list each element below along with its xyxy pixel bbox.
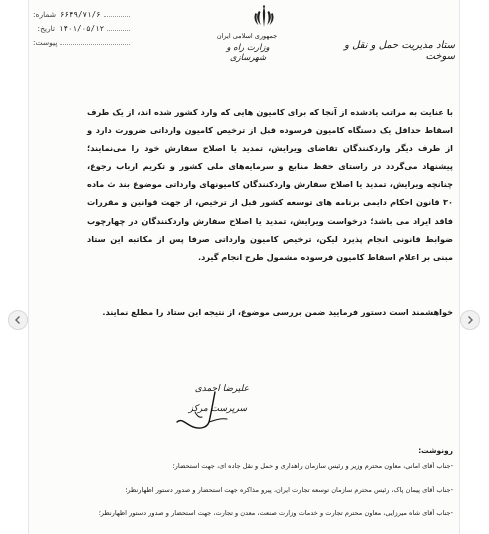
meta-date: ۱۴۰۱/۰۵/۱۲ تاریخ:	[33, 24, 133, 38]
chevron-left-icon	[13, 315, 23, 325]
handwritten-signature	[169, 388, 229, 434]
ministry-label: وزارت راه و شهرسازی	[226, 43, 270, 63]
letter-page	[28, 0, 460, 534]
copies-heading: رونوشت:	[418, 446, 453, 455]
letter-closing: خواهشمند است دستور فرمایید ضمن بررسی موضوع، از نتیجه این ستاد را مطلع نمایند.	[102, 307, 453, 317]
previous-page-button[interactable]	[8, 310, 28, 330]
copy-recipient: -جناب آقای شاه میرزایی، معاون محترم تجارت و خدمات وزارت صنعت، معدن و تجارت، جهت استحضار و صدور دستور اظهارنظر؛	[98, 509, 453, 517]
letter-date: ۱۴۰۱/۰۵/۱۲	[59, 24, 105, 33]
copies-list	[37, 462, 453, 533]
meta-attachment: پیوست:	[33, 38, 133, 52]
letter-number: ۶۶۴۹/۷۱/۶	[59, 10, 101, 19]
next-page-button[interactable]	[460, 310, 480, 330]
signatory-title: سرپرست مرکز	[188, 404, 247, 414]
letter-meta	[33, 10, 133, 52]
signatory-name: علیرضا احمدی	[194, 384, 249, 394]
meta-number: ۶۶۴۹/۷۱/۶ شماره:	[33, 10, 133, 24]
copy-recipient: -جناب آقای امانی، معاون محترم وزیر و رئیس سازمان راهداری و حمل و نقل جاده ای، جهت استحضار؛	[172, 462, 453, 470]
chevron-right-icon	[465, 315, 475, 325]
iran-emblem-icon	[251, 4, 277, 30]
letter-body: با عنایت به مراتب یادشده از آنجا که برای کامیون هایی که وارد کشور شده اند، از یک طرف اسقاط حداقل یک دستگاه کامیون فرسوده قبل از ترخیص کامیون وارداتی ضرورت دارد و از طرف دیگر واردکنندگان تقاضای ویرایش، تمدید یا اصلاح سفارش خود را می‌نمایند؛ پیشنهاد می‌گردد در راستای حفظ منابع و سرمایه‌های ملی کشور و تکریم ارباب رجوع، چنانچه ویرایش، تمدید یا اصلاح سفارش واردکنندگان کامیونهای وارداتی موضوع بند ث ماده ۳۰ قانون احکام دایمی برنامه های توسعه کشور قبل از ترخیص، از جهت قوانین و مقررات فاقد ایراد می باشد؛ درخواست ویرایش، تمدید یا اصلاح سفارش واردکنندگان در چهارچوب ضوابط قانونی انجام پذیرد لیکن، ترخیص کامیون وارداتی صرفا پس از مکاتبه این ستاد مبنی بر اعلام اسقاط کامیون فرسوده مشمول طرح انجام گیرد.	[87, 107, 453, 262]
emblem	[242, 4, 286, 30]
copy-recipient: -جناب آقای پیمان پاک، رئیس محترم سازمان توسعه تجارت ایران، پیرو مذاکره جهت استحضار و صدور دستور اظهارنظر؛	[125, 485, 453, 494]
headquarters-title: ستاد مدیریت حمل و نقل و سوخت	[344, 40, 455, 62]
republic-label: جمهوری اسلامی ایران	[216, 32, 278, 40]
